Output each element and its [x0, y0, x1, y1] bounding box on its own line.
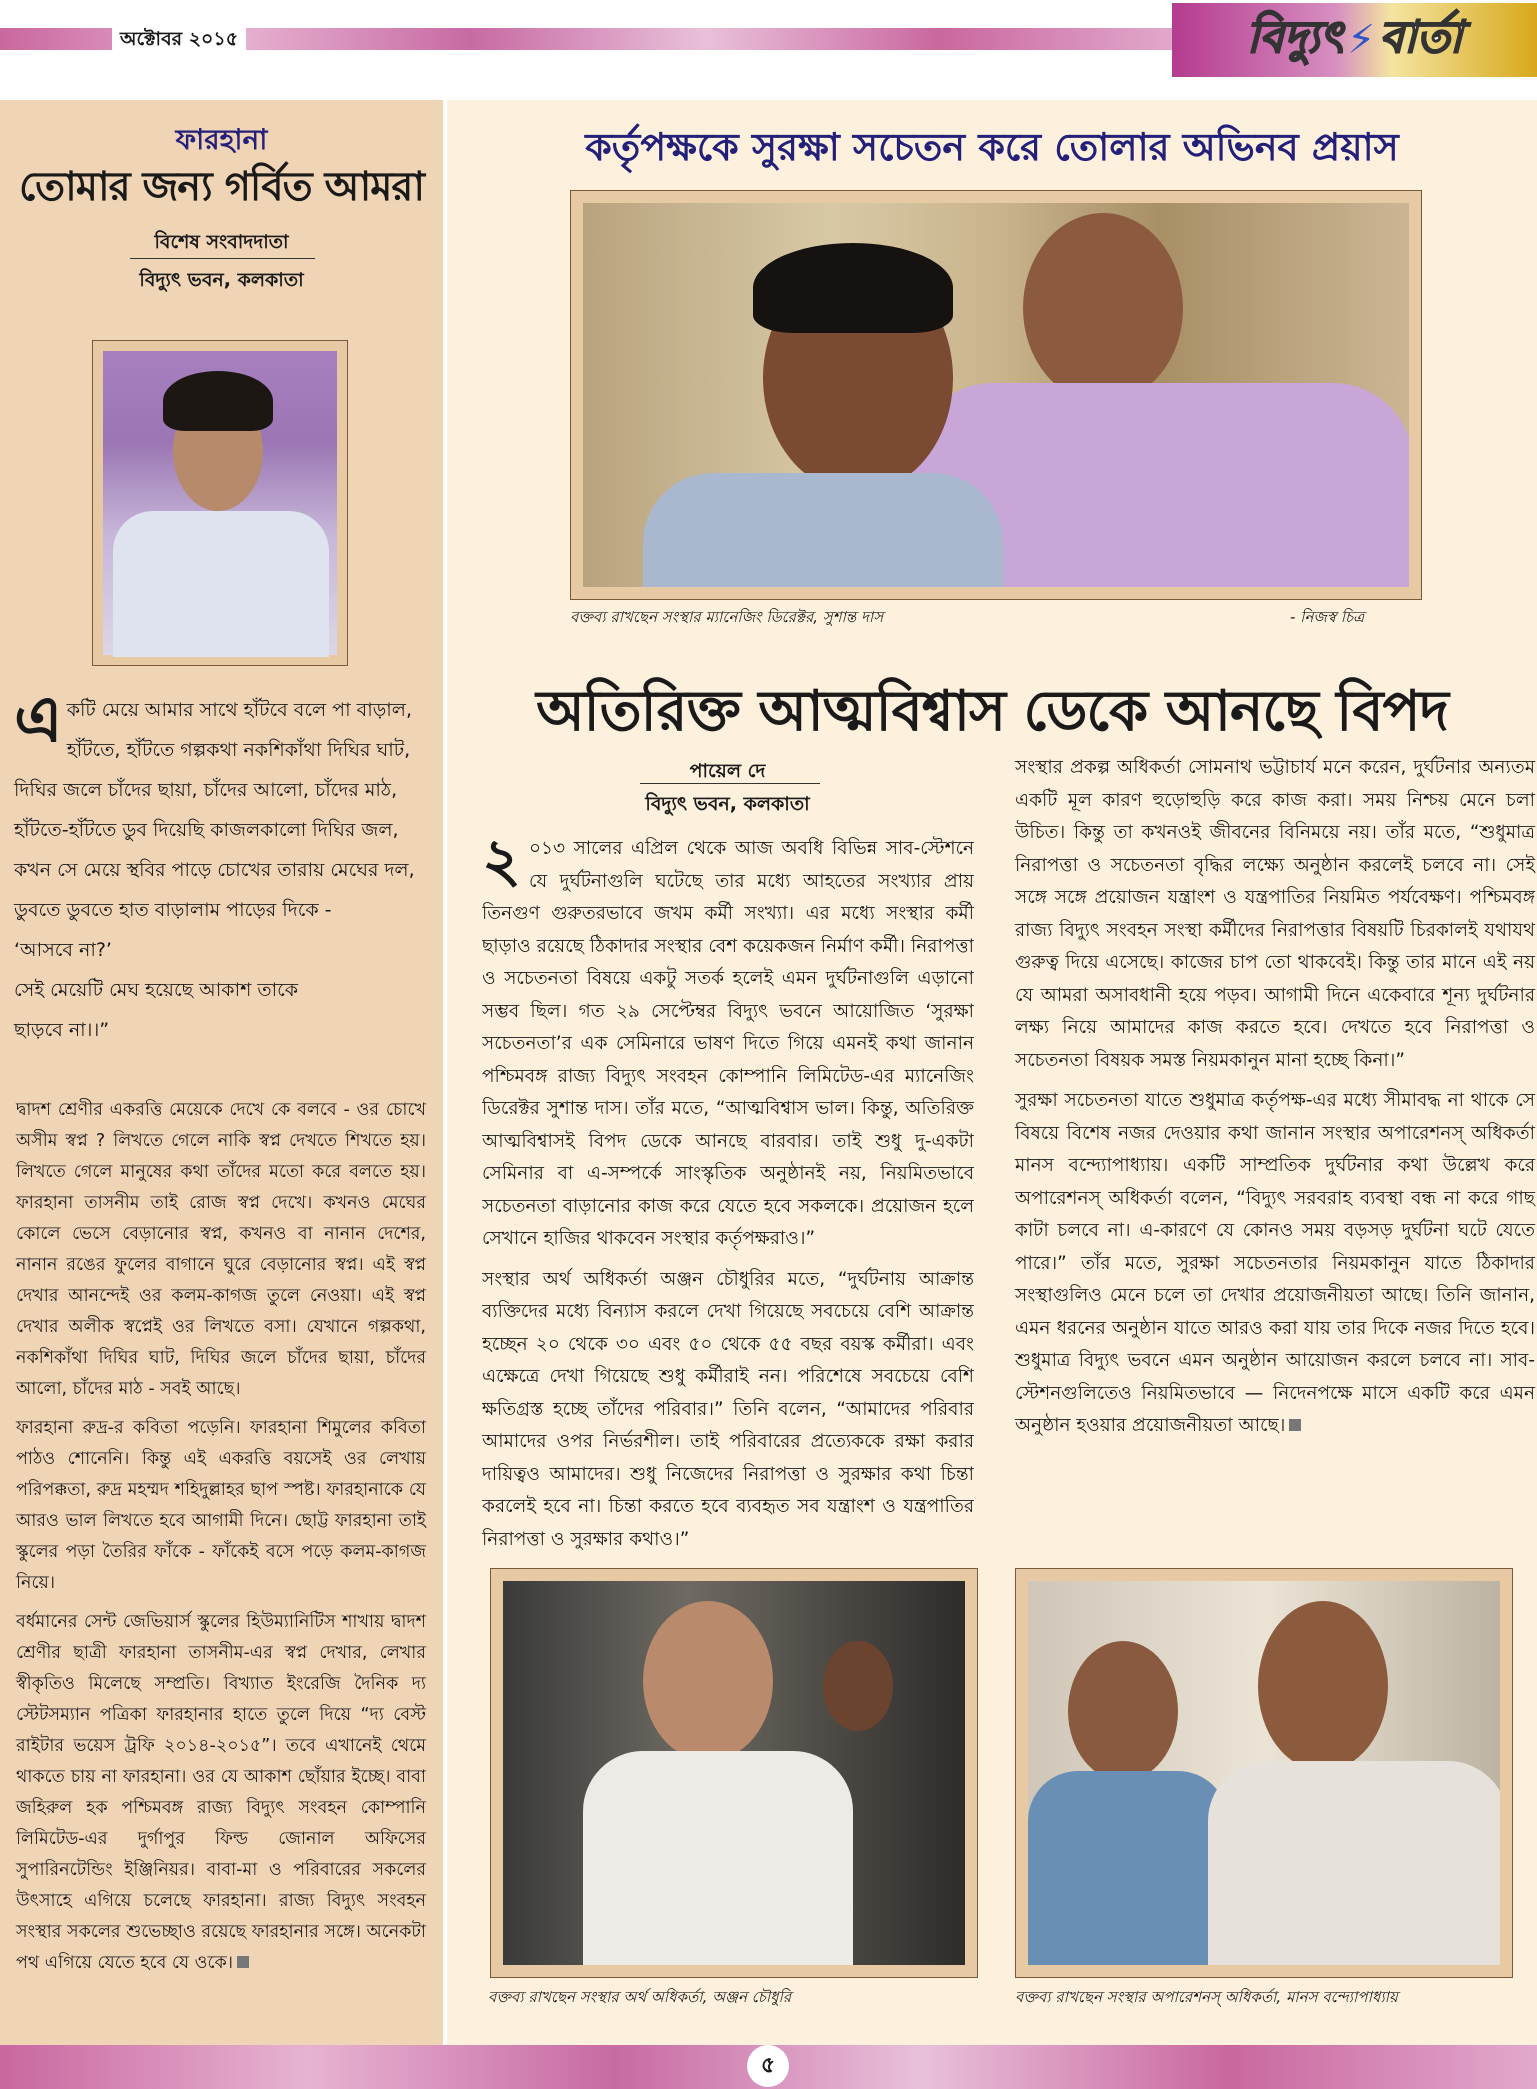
paragraph: সংস্থার প্রকল্প অধিকর্তা সোমনাথ ভট্টাচার্য মনে করেন, দুর্ঘটনার অন্যতম একটি মূল কারণ হুড়োহুড়ি করে কাজ করা। সময় নিশ্চয় মেনে চলা উচিত। কিন্তু তা কখনওই জীবনের বিনিময়ে নয়। তাঁর মতে, “শুধুমাত্র নিরাপত্তা ও সচেতনতা বৃদ্ধির লক্ষ্যে অনুষ্ঠান করলেই চলবে না। সেই সঙ্গে সঙ্গে প্রয়োজন যন্ত্রাংশ ও যন্ত্রপাতির নিয়মিত পর্যবেক্ষণ। পশ্চিমবঙ্গ রাজ্য বিদ্যুৎ সংবহন সংস্থা কর্মীদের নিরাপত্তার বিষয়টি চিরকালই যথাযথ গুরুত্ব দিয়ে এসেছে। কাজের চাপ তো থাকবেই। কিন্তু তার মানে এই নয় যে আমরা অসাবধানী হয়ে পড়ব। আগামী দিনে একেবারে শূন্য দুর্ঘটনার লক্ষ্য নিয়ে আমাদের কাজ করতে হবে। দেখতে হবে নিরাপত্তা ও সচেতনতা বিষয়ক সমস্ত নিয়মকানুন মানা হচ্ছে কিনা।”: [1015, 757, 1535, 1071]
left-location: বিদ্যুৎ ভবন, কলকাতা: [139, 269, 304, 291]
lightning-icon: ⚡: [1347, 17, 1376, 63]
main-article-body-col1: [482, 833, 974, 1553]
poem-line: কখন সে মেয়ে স্থবির পাড়ে চোখের তারায় মেঘের দল,: [14, 859, 415, 881]
poem-line: ছাড়বে না।।”: [14, 1019, 110, 1041]
main-headline: অতিরিক্ত আত্মবিশ্বাস ডেকে আনছে বিপদ: [536, 679, 1448, 744]
photo-credit: - নিজস্ব চিত্র: [1290, 608, 1365, 626]
poem-line: ‘আসবে না?’: [14, 939, 112, 961]
paragraph-text: বর্ধমানের সেন্ট জেভিয়ার্স স্কুলের হিউম্যানিটিস শাখায় দ্বাদশ শ্রেণীর ছাত্রী ফারহানা তাসনীম-এর স্বপ্ন দেখার, লেখার স্বীকৃতিও মিলেছে সম্প্রতি। বিখ্যাত ইংরেজি দৈনিক দ্য স্টেটসম্যান পত্রিকা ফারহানার হাতে তুলে দিয়ে “দ্য বেস্ট রাইটার ভয়েস ট্রফি ২০১৪-২০১৫”। তবে এখানেই থেমে থাকতে চায় না ফারহানা। ওর যে আকাশ ছোঁয়ার ইচ্ছে। বাবা জহিরুল হক পশ্চিমবঙ্গ রাজ্য বিদ্যুৎ সংবহন কোম্পানি লিমিটেড-এর দুর্গাপুর ফিল্ড জোনাল অফিসের সুপারিনটেন্ডিং ইঞ্জিনিয়র। বাবা-মা ও পরিবারের সকলের উৎসাহে এগিয়ে চলেছে ফারহানা। রাজ্য বিদ্যুৎ সংবহন সংস্থার সকলের শুভেচ্ছাও রয়েছে ফারহানার সঙ্গে। অনেকটা পথ এগিয়ে যেতে হবে যে ওকে।: [16, 1612, 426, 1973]
main-byline: পায়েল দে: [689, 760, 766, 782]
divider: [640, 783, 820, 784]
poem: [14, 683, 434, 1050]
left-kicker: ফারহানা: [175, 123, 268, 156]
end-mark-icon: [237, 1956, 249, 1968]
top-headline: কর্তৃপক্ষকে সুরক্ষা সচেতন করে তোলার অভিনব প্রয়াস: [585, 125, 1399, 169]
finance-director-photo: [490, 1568, 978, 1978]
divider: [130, 258, 315, 259]
paragraph: [482, 833, 974, 1256]
main-location: বিদ্যুৎ ভবন, কলকাতা: [645, 793, 810, 815]
end-mark-icon: [1289, 1419, 1301, 1431]
portrait-photo: [92, 340, 348, 666]
poem-line: সেই মেয়েটি মেঘ হয়েছে আকাশ তাকে: [14, 979, 299, 1001]
poem-line: হাঁটতে, হাঁটতে গল্পকথা নকশিকাঁথা দিঘির ঘাট,: [66, 739, 411, 761]
left-byline: বিশেষ সংবাদদাতা: [154, 231, 289, 253]
photo-caption: বক্তব্য রাখছেন সংস্থার ম্যানেজিং ডিরেক্টর, সুশান্ত দাস: [570, 608, 884, 626]
drop-cap: এ: [14, 683, 63, 757]
photo-caption: বক্তব্য রাখছেন সংস্থার অপারেশনস্ অধিকর্তা, মানস বন্দ্যোপাধ্যায়: [1015, 1988, 1398, 2006]
paragraph-text: সুরক্ষা সচেতনতা যাতে শুধুমাত্র কর্তৃপক্ষ-এর মধ্যে সীমাবদ্ধ না থাকে সে বিষয়ে বিশেষ নজর দেওয়ার কথা জানান সংস্থার অপারেশনস্ অধিকর্তা মানস বন্দ্যোপাধ্যায়। একটি সাম্প্রতিক দুর্ঘটনার কথা উল্লেখ করে অপারেশনস্ অধিকর্তা বলেন, “বিদ্যুৎ সরবরাহ ব্যবস্থা বন্ধ না করে গাছ কাটা চলবে না। এ-কারণে যে কোনও সময় বড়সড় দুর্ঘটনা ঘটে যেতে পারে।” তাঁর মতে, সুরক্ষা সচেতনতার নিয়মকানুন যাতে ঠিকাদার সংস্থাগুলিও মেনে চলে তা দেখার প্রয়োজনীয়তা আছে। তিনি জানান, এমন ধরনের অনুষ্ঠান যাতে আরও করা যায় তার দিকে নজর দিতে হবে। শুধুমাত্র বিদ্যুৎ ভবনে এমন অনুষ্ঠান আয়োজন করলে চলবে না। সাব-স্টেশনগুলিতেও নিয়মিতভাবে — নিদেনপক্ষে মাসে একটি করে এমন অনুষ্ঠান হওয়ার প্রয়োজনীয়তা আছে।: [1015, 1090, 1535, 1436]
paragraph: ফারহানা রুদ্র-র কবিতা পড়েনি। ফারহানা শিমুলের কবিতা পাঠও শোনেনি। কিন্তু এই একরত্তি বয়সেই ওর লেখায় পরিপক্কতা, রুদ্র মহম্মদ শহিদুল্লাহর ছাপ স্পষ্ট। ফারহানাকে যে আরও ভাল লিখতে হবে আগামী দিনে। ছোট্ট ফারহানা তাই স্কুলের পড়া তৈরির ফাঁকে - ফাঁকেই বসে পড়ে কলম-কাগজ নিয়ে।: [16, 1418, 426, 1593]
poem-line: ডুবতে ডুবতে হাত বাড়ালাম পাড়ের দিকে -: [14, 899, 332, 921]
paragraph: [16, 1607, 426, 1979]
operations-director-photo: [1015, 1568, 1513, 1978]
photo-caption: বক্তব্য রাখছেন সংস্থার অর্থ অধিকর্তা, অঞ্জন চৌধুরি: [488, 1988, 792, 2006]
paragraph: [1015, 1085, 1535, 1443]
left-headline: তোমার জন্য গর্বিত আমরা: [18, 164, 425, 210]
drop-cap: ২: [482, 833, 522, 896]
issue-date: অক্টোবর ২০১৫: [112, 24, 246, 54]
main-article-body-col2: [1015, 752, 1535, 1451]
paragraph: দ্বাদশ শ্রেণীর একরত্তি মেয়েকে দেখে কে বলবে - ওর চোখে অসীম স্বপ্ন ? লিখতে গেলে নাকি স্বপ্ন দেখতে শিখতে হয়। লিখতে গেলে মানুষের কথা তাঁদের মতো করে বলতে হয়। ফারহানা তাসনীম তাই রোজ স্বপ্ন দেখে। কখনও মেঘের কোলে ভেসে বেড়ানোর স্বপ্ন, কখনও বা নানান দেশের, নানান রঙের ফুলের বাগানে ঘুরে বেড়ানোর স্বপ্ন। এই স্বপ্ন দেখার আনন্দেই ওর কলম-কাগজ তুলে নেওয়া। এই স্বপ্ন দেখার অলীক স্বপ্নেই ওর লিখতে বসা। যেখানে গল্পকথা, নকশিকাঁথা দিঘির ঘাট, দিঘির জলে চাঁদের ছায়া, চাঁদের আলো, চাঁদের মাঠ - সবই আছে।: [16, 1100, 426, 1399]
poem-line: হাঁটতে-হাঁটতে ডুব দিয়েছি কাজলকালো দিঘির জল,: [14, 819, 399, 841]
page-number: ৫: [747, 2045, 789, 2087]
md-photo: [570, 190, 1422, 600]
masthead-logo: বিদ্যুৎ ⚡ বার্তা: [1172, 0, 1537, 77]
paragraph-text: ০১৩ সালের এপ্রিল থেকে আজ অবধি বিভিন্ন সাব-স্টেশনে যে দুর্ঘটনাগুলি ঘটেছে তার মধ্যে আহতের সংখ্যার প্রায় তিনগুণ গুরুতরভাবে জখম কর্মী সংখ্যা। এর মধ্যে সংস্থার কর্মী ছাড়াও রয়েছে ঠিকাদার সংস্থার বেশ কয়েকজন নির্মাণ কর্মী। নিরাপত্তা ও সচেতনতা বিষয়ে একটু সতর্ক হলেই এমন দুর্ঘটনাগুলি এড়ানো সম্ভব ছিল। গত ২৯ সেপ্টেম্বর বিদ্যুৎ ভবনে আয়োজিত ‘সুরক্ষা সচেতনতা’র এক সেমিনারে ভাষণ দিতে গিয়ে এমনই কথা জানান পশ্চিমবঙ্গ রাজ্য বিদ্যুৎ সংবহন কোম্পানি লিমিটেড-এর ম্যানেজিং ডিরেক্টর সুশান্ত দাস। তাঁর মতে, “আত্মবিশ্বাস ভাল। কিন্তু, অতিরিক্ত আত্মবিশ্বাসই বিপদ ডেকে আনছে বারবার। তাই শুধু দু-একটা সেমিনার বা এ-সম্পর্কে সাংস্কৃতিক অনুষ্ঠানই নয়, নিয়মিতভাবে সচেতনতা বাড়ানোর কাজ করে যেতে হবে সকলকে। প্রয়োজন হলে সেখানে হাজির থাকবেন সংস্থার কর্তৃপক্ষরাও।”: [482, 838, 974, 1249]
poem-line: দিঘির জলে চাঁদের ছায়া, চাঁদের আলো, চাঁদের মাঠ,: [14, 779, 398, 801]
paragraph: সংস্থার অর্থ অধিকর্তা অঞ্জন চৌধুরির মতে, “দুর্ঘটনায় আক্রান্ত ব্যক্তিদের মধ্যে বিন্যাস করলে দেখা গিয়েছে সবচেয়ে বেশি আক্রান্ত হচ্ছেন ২০ থেকে ৩০ এবং ৫০ থেকে ৫৫ বছর বয়স্ক কর্মীরা। এবং এক্ষেত্রে দেখা গিয়েছে শুধু কর্মীরাই নন। পরিশেষে সবচেয়ে বেশি ক্ষতিগ্রস্ত হচ্ছে তাঁদের পরিবার।” তিনি বলেন, “আমাদের পরিবার আমাদের ওপর নির্ভরশীল। তাই পরিবারের প্রত্যেককে রক্ষা করার দায়িত্বও আমাদের। শুধু নিজেদের নিরাপত্তা ও সুরক্ষার কথা চিন্তা করলেই হবে না। চিন্তা করতে হবে ব্যবহৃত সব যন্ত্রাংশ ও যন্ত্রপাতির নিরাপত্তা ও সুরক্ষার কথাও।”: [482, 1268, 974, 1550]
left-article-body: [16, 1095, 426, 1987]
poem-line: কটি মেয়ে আমার সাথে হাঁটবে বলে পা বাড়াল,: [66, 699, 412, 721]
